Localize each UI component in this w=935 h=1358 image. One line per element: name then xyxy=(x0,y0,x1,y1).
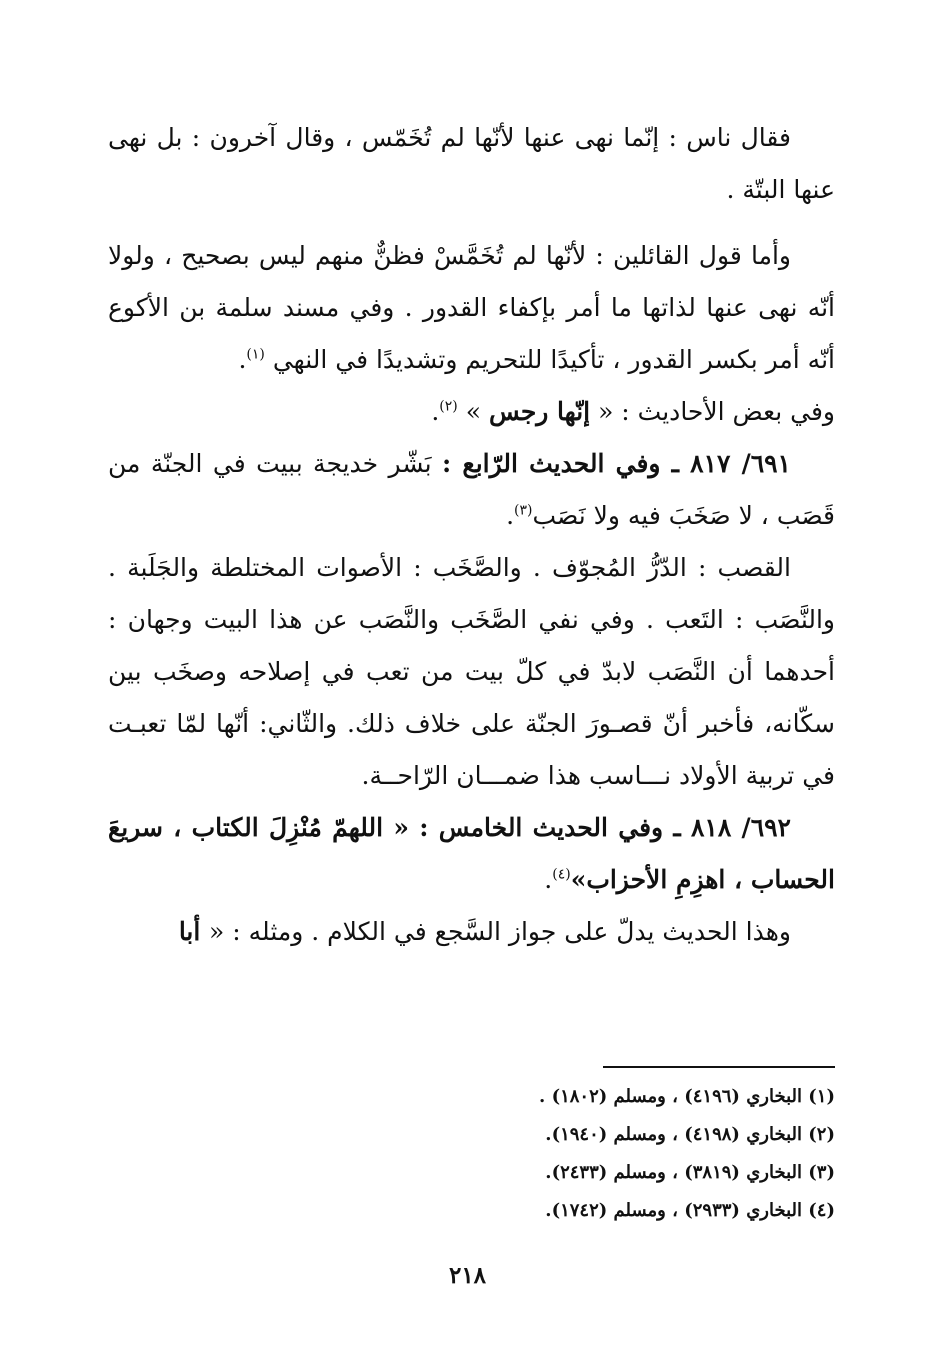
footnote-ref-1[interactable]: (١) xyxy=(246,346,265,363)
footnote-2: (٢) البخاري (٤١٩٨) ، ومسلم (١٩٤٠). xyxy=(545,1124,835,1145)
hadith-692-end: . xyxy=(544,865,553,894)
paragraph-4-text: القصب : الدّرُّ المُجوّف . والصَّخَب : الأصوات المختلطة والجَلَبة . والنَّصَب : التَعب . وفي نفي الصَّخَب والنَّصَب عن هذا البيت وجهان : أحدهما أن النَّصَب لابدّ في كلّ بيت من تعب في إصلاحه وصخَب بين سكّانه، فأخبر أنّ قصـورَ الجنّة على خلاف ذلك. والثّاني: أنّها لمّا تعبـت في تربية الأولاد نـــاسب هذا ضمـــان الرّاحــة. xyxy=(108,553,835,790)
footnote-3: (٣) البخاري (٣٨١٩) ، ومسلم (٢٤٣٣). xyxy=(545,1162,835,1183)
hadith-691 xyxy=(108,438,835,542)
paragraph-1-text: فقال ناس : إنّما نهى عنها لأنّها لم تُخَمّس ، وقال آخرون : بل نهى عنها البتّة . xyxy=(108,123,835,204)
hadith-691-text: بَشّر خديجة ببيت في الجنّة من قَصَب ، لا صَخَبَ فيه ولا نَصَب xyxy=(108,449,835,530)
footnote-divider xyxy=(603,1066,835,1068)
paragraph-2-text: وأما قول القائلين : لأنّها لم تُخَمَّسْ فظنٌّ منهم ليس بصحيح ، ولولا أنّه نهى عنها لذاتها ما أمر بإكفاء القدور . وفي مسند سلمة بن الأكوع أنّه أمر بكسر القدور ، تأكيدًا للتحريم وتشديدًا في النهي xyxy=(108,241,835,374)
paragraph-5 xyxy=(108,906,835,958)
paragraph-1 xyxy=(108,112,835,216)
footnote-1: (١) البخاري (٤١٩٦) ، ومسلم (١٨٠٢) . xyxy=(539,1086,835,1107)
footnote-4: (٤) البخاري (٢٩٣٣) ، ومسلم (١٧٤٢). xyxy=(545,1200,835,1221)
paragraph-2 xyxy=(108,230,835,386)
hadith-692 xyxy=(108,802,835,906)
hadith-691-heading: ٦٩١/ ٨١٧ ـ وفي الحديث الرّابع : xyxy=(442,449,791,478)
footnote-ref-3[interactable]: (٣) xyxy=(514,502,533,519)
paragraph-3-close: » xyxy=(465,397,481,426)
hadith-691-end: . xyxy=(506,501,515,530)
paragraph-2-end: . xyxy=(238,345,247,374)
paragraph-5-continued: أبا xyxy=(178,917,210,946)
footnote-ref-2[interactable]: (٢) xyxy=(439,398,458,415)
paragraph-4 xyxy=(108,542,835,802)
paragraph-3 xyxy=(108,386,835,438)
footnote-ref-4[interactable]: (٤) xyxy=(552,866,571,883)
paragraph-5-text: وهذا الحديث يدلّ على جواز السَّجع في الكلام . ومثله : « xyxy=(209,917,791,946)
paragraph-3-text: وفي بعض الأحاديث : « xyxy=(598,397,835,426)
page-number: ٢١٨ xyxy=(448,1262,487,1289)
paragraph-3-end: . xyxy=(431,397,440,426)
page-body xyxy=(108,112,835,958)
hadith-692-heading: ٦٩٢/ ٨١٨ ـ وفي الحديث الخامس : « اللهمّ مُنْزِلَ الكتاب ، سريعَ الحساب ، اهزِمِ الأحزاب» xyxy=(108,813,835,894)
paragraph-3-quote: إنّها رجس xyxy=(488,397,591,426)
footnotes xyxy=(300,1078,835,1230)
